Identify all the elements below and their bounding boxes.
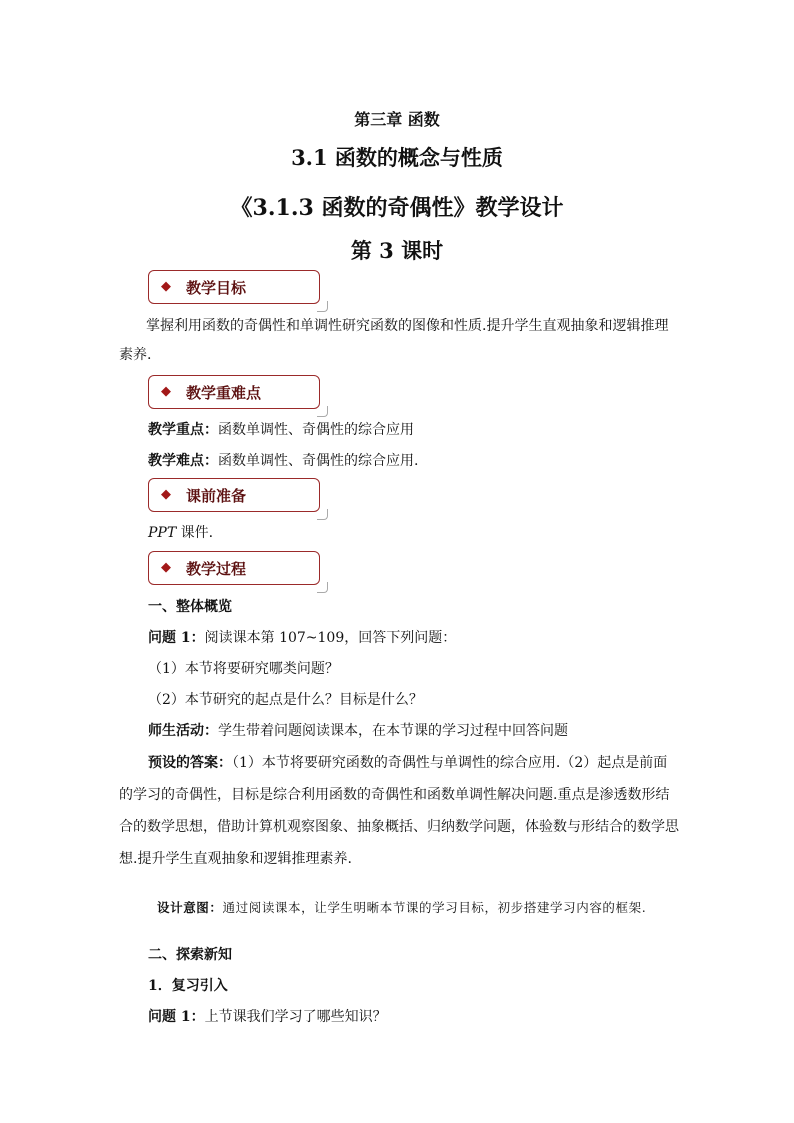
preparation-heading-box: [148, 478, 320, 512]
answer-line-4: 想.提升学生直观抽象和逻辑推理素养.: [119, 851, 352, 867]
section-title: 3.1 函数的概念与性质: [291, 145, 503, 170]
question-1-sub-2: （2）本节研究的起点是什么？目标是什么？: [148, 692, 423, 708]
difficulty-label: 教学难点：: [148, 453, 218, 469]
objectives-heading: 教学目标: [186, 279, 247, 297]
preparation-heading: 课前准备: [186, 487, 247, 505]
question-1-text: 阅读课本第 107~109，回答下列问题：: [204, 630, 457, 646]
design-intent-label: 设计意图：: [157, 900, 223, 915]
part1-title: 一、整体概览: [148, 599, 232, 615]
preparation-line: [148, 523, 213, 543]
box-shadow-corner: [317, 582, 328, 593]
focus-line: [148, 420, 414, 440]
key-points-heading: 教学重难点: [186, 384, 262, 402]
objectives-line-2: 素养.: [119, 347, 152, 363]
focus-label: 教学重点：: [148, 422, 218, 438]
diamond-icon: ◆: [161, 560, 171, 575]
process-heading: 教学过程: [186, 560, 247, 578]
answer-text-1: （1）本节将要研究函数的奇偶性与单调性的综合应用.（2）起点是前面: [232, 755, 668, 771]
question-2-line: [148, 1007, 387, 1027]
design-title: 《3.1.3 函数的奇偶性》教学设计: [230, 195, 564, 221]
box-shadow-corner: [317, 301, 328, 312]
diamond-icon: ◆: [161, 384, 171, 399]
difficulty-line: [148, 451, 418, 471]
difficulty-text: 函数单调性、奇偶性的综合应用.: [218, 453, 419, 469]
question-1-line: [148, 628, 456, 648]
box-shadow-corner: [317, 406, 328, 417]
question-2-text: 上节课我们学习了哪些知识？: [204, 1009, 387, 1025]
answer-line-1: [148, 753, 667, 773]
chapter-title: 第三章 函数: [354, 110, 440, 129]
objectives-heading-box: [148, 270, 320, 304]
ppt-text: PPT: [148, 525, 177, 541]
answer-line-2: 的学习的奇偶性，目标是综合利用函数的奇偶性和函数单调性解决问题.重点是渗透数形结: [119, 787, 670, 803]
answer-label: 预设的答案：: [148, 755, 232, 771]
design-intent-text: 通过阅读课本，让学生明晰本节课的学习目标，初步搭建学习内容的框架.: [222, 900, 647, 915]
diamond-icon: ◆: [161, 279, 171, 294]
activity-text: 学生带着问题阅读课本，在本节课的学习过程中回答问题: [218, 723, 568, 739]
focus-text: 函数单调性、奇偶性的综合应用: [218, 422, 414, 438]
process-heading-box: [148, 551, 320, 585]
review-title: 1．复习引入: [148, 978, 228, 994]
lesson-title: 第 3 课时: [350, 238, 444, 263]
question-1-sub-1: （1）本节将要研究哪类问题？: [148, 661, 339, 677]
key-points-heading-box: [148, 375, 320, 409]
activity-line: [148, 721, 568, 741]
answer-line-3: 合的数学思想，借助计算机观察图象、抽象概括、归纳数学问题，体验数与形结合的数学思: [119, 819, 679, 835]
question-1-label: 问题 1：: [148, 630, 205, 646]
objectives-line-1: 掌握利用函数的奇偶性和单调性研究函数的图像和性质.提升学生直观抽象和逻辑推理: [146, 318, 669, 334]
design-intent-line: [157, 898, 646, 916]
question-2-label: 问题 1：: [148, 1009, 205, 1025]
activity-label: 师生活动：: [148, 723, 218, 739]
part2-title: 二、探索新知: [148, 947, 232, 963]
preparation-text: 课件.: [176, 525, 214, 541]
box-shadow-corner: [317, 509, 328, 520]
diamond-icon: ◆: [161, 487, 171, 502]
